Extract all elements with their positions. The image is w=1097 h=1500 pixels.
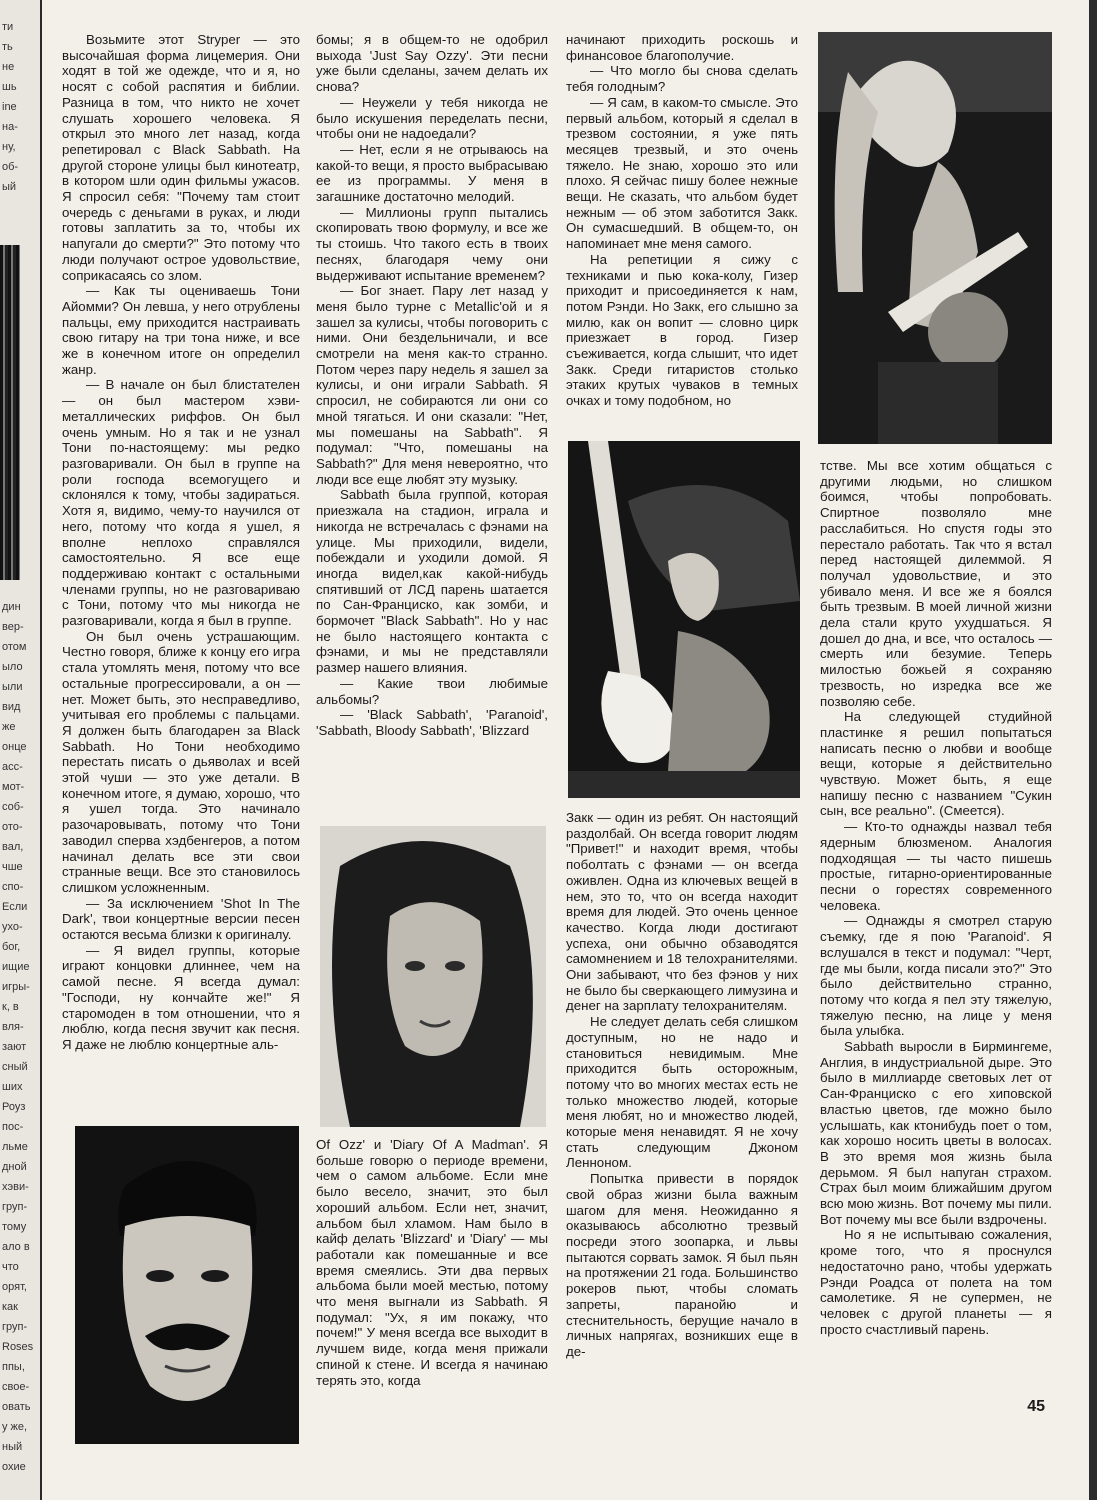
spine-text-fragment: хэви-	[2, 1181, 29, 1193]
photo-portrait-mustache	[75, 1126, 299, 1444]
paragraph: Sabbath была группой, которая приезжала на стадион, играла и никогда не встречалась с фэнами на улице. Мы приходили, видели, побеждали и уходили домой. Я иногда видел,как какой-нибудь спятивший от ЛСД парень шатается по Сан-Франциско, как зомби, и бормочет "Black Sabbath". Но у нас не было настоящего контакта с фэнами, и мы не представляли размер нашего влияния.	[316, 487, 548, 676]
spine-text-fragment: мот-	[2, 781, 25, 793]
paragraph: Попытка привести в порядок свой образ жизни была важным шагом для меня. Неожиданно я оказываюсь абсолютно трезвый посреди этого зоопарка, и львы пытаются сорвать замок. Я был пьян на протяжении 21 года. Большинство рокеров пьют, чтобы сломать запреты, паранойю и стеснительность, берущие начало в личных напрягах, возникших еще в де-	[566, 1171, 798, 1359]
spine-text-fragment: ших	[2, 1081, 23, 1093]
text-column-1	[62, 32, 300, 1053]
text-column-6	[820, 458, 1052, 1337]
photo-portrait-long-hair	[320, 826, 546, 1127]
spine-text-fragment: ищие	[2, 961, 30, 973]
spine-text-fragment: вер-	[2, 621, 24, 633]
paragraph: Sabbath выросли в Бирмингеме, Англия, в индустриальной дыре. Это было в миллиарде световых лет от Сан-Франциско с его хиповской властью цветов, где можно было услышать, как ктонибудь поет о том, как хорошо носить цветы в волосах. В это время моя жизнь была дерьмом. Я был напуган страхом. Страх был моим ближайшим другом всю мою жизнь. Вот почему мы пили. Вот почему мы все были вздрочены.	[820, 1039, 1052, 1227]
paragraph: Of Ozz' и 'Diary Of A Madman'. Я больше говорю о периоде времени, чем о самом альбоме. Если мне было весело, значит, это был хороший альбом. Если нет, значит, альбом был хламом. Нам было в кайф делать 'Blizzard' и 'Diary' — мы работали как помешанные и все время смеялись. Эти два первых альбома были моей местью, потому что меня выгнали из Sabbath. Я подумал: "Ух, я им покажу, что почем!" У меня всегда все выходит в лучшем виде, когда меня прижали спиной к стене. И всегда я начинаю терять это, когда	[316, 1137, 548, 1388]
paragraph: — Кто-то однажды назвал тебя ядерным блюзменом. Аналогия подходящая — ты часто пишешь простые, гитарно-ориентированные песни о горестях современного человека.	[820, 819, 1052, 913]
paragraph: — Неужели у тебя никогда не было искушения переделать песни, чтобы они не надоедали?	[316, 94, 548, 142]
spine-text-fragment: ыло	[2, 661, 23, 673]
spine-text-fragment: ало в	[2, 1241, 30, 1253]
spine-text-fragment: Если	[2, 901, 28, 913]
spine-text-fragment: груп-	[2, 1201, 28, 1213]
spine-text-fragment: ный	[2, 1441, 23, 1453]
spine-text-fragment: Роуз	[2, 1101, 26, 1113]
spine-text-fragment: соб-	[2, 801, 24, 813]
paragraph: — Бог знает. Пару лет назад у меня было турне с Metallic'ой и я зашел за кулисы, чтобы поговорить с ними. Они бездельничали, и все смотрели на меня как-то странно. Потом через пару недель я зашел за кулисы, и они играли Sabbath. Я спросил, не собираются ли они со мной тягаться. И они сказали: "Нет, мы помешаны на Sabbath". Я подумал: "Что, помешаны на Sabbath?" Для меня невероятно, что люди все еще любят эту музыку.	[316, 283, 548, 487]
spine-text-fragment: шь	[2, 81, 17, 93]
spine-text-fragment: чше	[2, 861, 23, 873]
paragraph: На репетиции я сижу с техниками и пью кока-колу, Гизер приходит и присоединяется к нам, потом Рэнди. Но Закк, его слышно за милю, как он вопит — словно цирк приезжает в город. Гизер съеживается, когда слышит, что идет Закк. Среди гитаристов столько этаких крутых чуваков в темных очках и тому подобном, но	[566, 251, 798, 409]
paragraph: начинают приходить роскошь и финансовое благополучие.	[566, 32, 798, 63]
paragraph: — Что могло бы снова сделать тебя голодным?	[566, 63, 798, 95]
paragraph: — Какие твои любимые альбомы?	[316, 675, 548, 707]
spine-text-fragment: игры-	[2, 981, 30, 993]
paragraph: На следующей студийной пластинке я решил попытаться написать песню о любви и вообще вещи, которые я действительно чувствую. Может быть, я еще напишу песню с названием "Сукин сын, все реально". (Смеется).	[820, 709, 1052, 819]
spine-text-fragment: бог,	[2, 941, 21, 953]
right-page-edge	[1089, 0, 1097, 1500]
paragraph: — Как ты оцениваешь Тони Айомми? Он левша, у него отрублены пальцы, ему приходится настраивать свою гитару на три тона ниже, и все же в конечном итоге он определил жанр.	[62, 283, 300, 377]
spine-text-fragment: что	[2, 1261, 19, 1273]
text-column-3	[316, 1137, 548, 1388]
spine-text-fragment: ыли	[2, 681, 23, 693]
spine-text-fragment: ine	[2, 101, 17, 113]
paragraph: тстве. Мы все хотим общаться с другими людьми, но слишком боимся, чтобы попробовать. Спиртное позволяло мне расслабиться. Но спустя годы это перестало работать. Так что я встал перед настоящей дилеммой. Я получал удовольствие, и это убивало меня. И все же я боялся быть трезвым. В моей личной жизни дела стали круто ухудшаться. Я дошел до дна, и все, что осталось — смерть или безумие. Теперь милостью божьей я сохраняю трезвость, но изредка все же позволяю себе.	[820, 458, 1052, 709]
spine-text-fragment: ппы,	[2, 1361, 25, 1373]
spine-text-fragment: отом	[2, 641, 27, 653]
spine-text-fragment: ну,	[2, 141, 16, 153]
paragraph: бомы; я в общем-то не одобрил выхода 'Just Say Ozzy'. Эти песни уже были сделаны, зачем делать их снова?	[316, 32, 548, 95]
paragraph: Не следует делать себя слишком доступным, но не надо и становиться невидимым. Мне приходится быть осторожным, потому что во многих местах есть не только множество людей, которые меня любят, но и множество людей, которые меня ненавидят. Я не хочу стать следующим Джоном Ленноном.	[566, 1014, 798, 1171]
spine-text-fragment: на-	[2, 121, 18, 133]
spine-text-fragment: вид	[2, 701, 21, 713]
spine-text-fragment: вал,	[2, 841, 24, 853]
paragraph: — 'Black Sabbath', 'Paranoid', 'Sabbath, Bloody Sabbath', 'Blizzard	[316, 707, 548, 738]
paragraph: Но я не испытываю сожаления, кроме того, что я проснулся недостаточно рано, чтобы удержать Рэнди Роадса от полета на том самолетике. Я не супермен, не человек с другой планеты — я просто счастливый парень.	[820, 1227, 1052, 1337]
photo-guitarist-screaming	[818, 32, 1052, 444]
left-page-edge	[0, 0, 42, 1500]
spine-text-fragment: льме	[2, 1141, 28, 1153]
spine-text-fragment: ый	[2, 181, 17, 193]
spine-text-fragment: Roses	[2, 1341, 34, 1353]
page-number: 45	[1027, 1398, 1045, 1415]
paragraph: — Я видел группы, которые играют концовки длиннее, чем на самой песне. Я всегда думал: "Господи, ну кончайте же!" Я старомоден в том отношении, что я люблю, когда песня звучит как песня. Я даже не люблю концертные аль-	[62, 942, 300, 1052]
spine-text-fragment: асс-	[2, 761, 23, 773]
paragraph: — За исключением 'Shot In The Dark', твои концертные версии песен остаются весьма близки к оригиналу.	[62, 895, 300, 943]
spine-text-fragment: ти	[2, 21, 14, 33]
spine-text-fragment: ть	[2, 41, 13, 53]
paragraph: Он был очень устрашающим. Честно говоря, ближе к концу его игра стала утомлять меня, потому что все остальные прогрессировали, а он — нет. Может быть, это несправедливо, учитывая его проблемы с пальцами. Я должен быть благодарен за Black Sabbath. Но Тони необходимо перестать писать о дьяволах и всей этой чуши — это уже детали. В конечном итоге, я думаю, хорошо, что я ушел тогда. Это начинало разочаровывать, потому что Тони заводил сперва хэдбенгеров, а потом начинал делать все эти свои странные вещи. Все это становилось слишком усложненным.	[62, 628, 300, 895]
spine-text-fragment: спо-	[2, 881, 24, 893]
paragraph: — Однажды я смотрел старую съемку, где я пою 'Paranoid'. Я вслушался в текст и подумал: "Черт, где мы были, когда писали это?" Это было действительно странно, потому что когда я пел эту тяжелую, тяжелую песню, на лице у меня была улыбка.	[820, 913, 1052, 1039]
paragraph: — Нет, если я не отрываюсь на какой-то вещи, я просто выбрасываю ее из программы. У меня в загашнике достаточно мелодий.	[316, 141, 548, 205]
photo-guitarist-seated	[568, 441, 800, 798]
paragraph: Возьмите этот Stryper — это высочайшая форма лицемерия. Они ходят в той же одежде, что и я, но носят с собой распятия и библии. Разница в том, что никто не хочет слушать хорошего человека. Я открыл это много лет назад, когда репетировал с Black Sabbath. На другой стороне улицы был кинотеатр, в котором шли один фильмы ужасов. Я спросил себя: "Почему там стоит очередь с деньгами в руках, и люди готовы заплатить за то, чтобы их напугали до смерти?" Это потому что люди получают острое удовольствие, соприкасаясь со злом.	[62, 32, 300, 283]
spine-text-fragment: к, в	[2, 1001, 19, 1013]
text-column-4	[566, 32, 798, 409]
spine-text-fragment: орят,	[2, 1281, 27, 1293]
spine-text-fragment: груп-	[2, 1321, 28, 1333]
paragraph: — В начале он был блистателен — он был мастером хэви-металлических риффов. Он был очень умным. Но я так и не узнал Тони по-настоящему: мы редко разговаривали. Он был в группе на роли господа всемогущего и склонялся к тому, чтобы задираться. Хотя я, видимо, чему-то научился от него, потому что когда я ушел, я вполне неплохо справлялся самостоятельно. Я все еще поддерживаю контакт с остальными членами группы, но не разговариваю с Тони, потому что мы никогда не разговаривали, когда я был в группе.	[62, 377, 300, 629]
spine-text-fragment: пос-	[2, 1121, 24, 1133]
spine-text-fragment: ухо-	[2, 921, 23, 933]
spine-text-fragment: овать	[2, 1401, 31, 1413]
text-column-5	[566, 810, 798, 1360]
spine-text-fragment: не	[2, 61, 15, 73]
spine-text-fragment: охие	[2, 1461, 26, 1473]
spine-text-fragment: вля-	[2, 1021, 24, 1033]
spine-text-fragment: зают	[2, 1041, 27, 1053]
spine-text-fragment: об-	[2, 161, 19, 173]
spine-text-fragment: тому	[2, 1221, 27, 1233]
spine-text-fragment: у же,	[2, 1421, 28, 1433]
spine-text-fragment: свое-	[2, 1381, 30, 1393]
spine-text-fragment: ото-	[2, 821, 23, 833]
spine-text-fragment: онце	[2, 741, 27, 753]
text-column-2	[316, 32, 548, 739]
left-page-photo-fragment	[0, 245, 20, 580]
paragraph: — Миллионы групп пытались скопировать твою формулу, и все же ты стоишь. Что такого есть в твоих песнях, благодаря чему они выдерживают испытание временем?	[316, 204, 548, 283]
spine-text-fragment: как	[2, 1301, 18, 1313]
spine-text-fragment: сный	[2, 1061, 28, 1073]
paragraph: Закк — один из ребят. Он настоящий раздолбай. Он всегда говорит людям "Привет!" и находит время, чтобы поболтать с фэнами — он всегда оживлен. Одна из ключевых вещей в нем, это то, что он всегда находит время для людей. Это очень ценное качество. Когда люди достигают успеха, они обычно обзаводятся самомнением и 18 телохранителями. Они забывают, что без фэнов у них не было бы сверкающего лимузина и денег на зарплату телохранителям.	[566, 810, 798, 1014]
spine-text-fragment: дной	[2, 1161, 27, 1173]
paragraph: — Я сам, в каком-то смысле. Это первый альбом, который я сделал в трезвом состоянии, я уже пять месяцев трезвый, и это очень тяжело. Не знаю, хорошо это или плохо. Я сейчас пишу более нежные вещи. Не сказать, что альбом будет нежным — об этом заботится Закк. Он сумасшедший. В общем-то, он напоминает мне меня самого.	[566, 94, 798, 252]
spine-text-fragment: дин	[2, 601, 21, 613]
spine-text-fragment: же	[2, 721, 16, 733]
